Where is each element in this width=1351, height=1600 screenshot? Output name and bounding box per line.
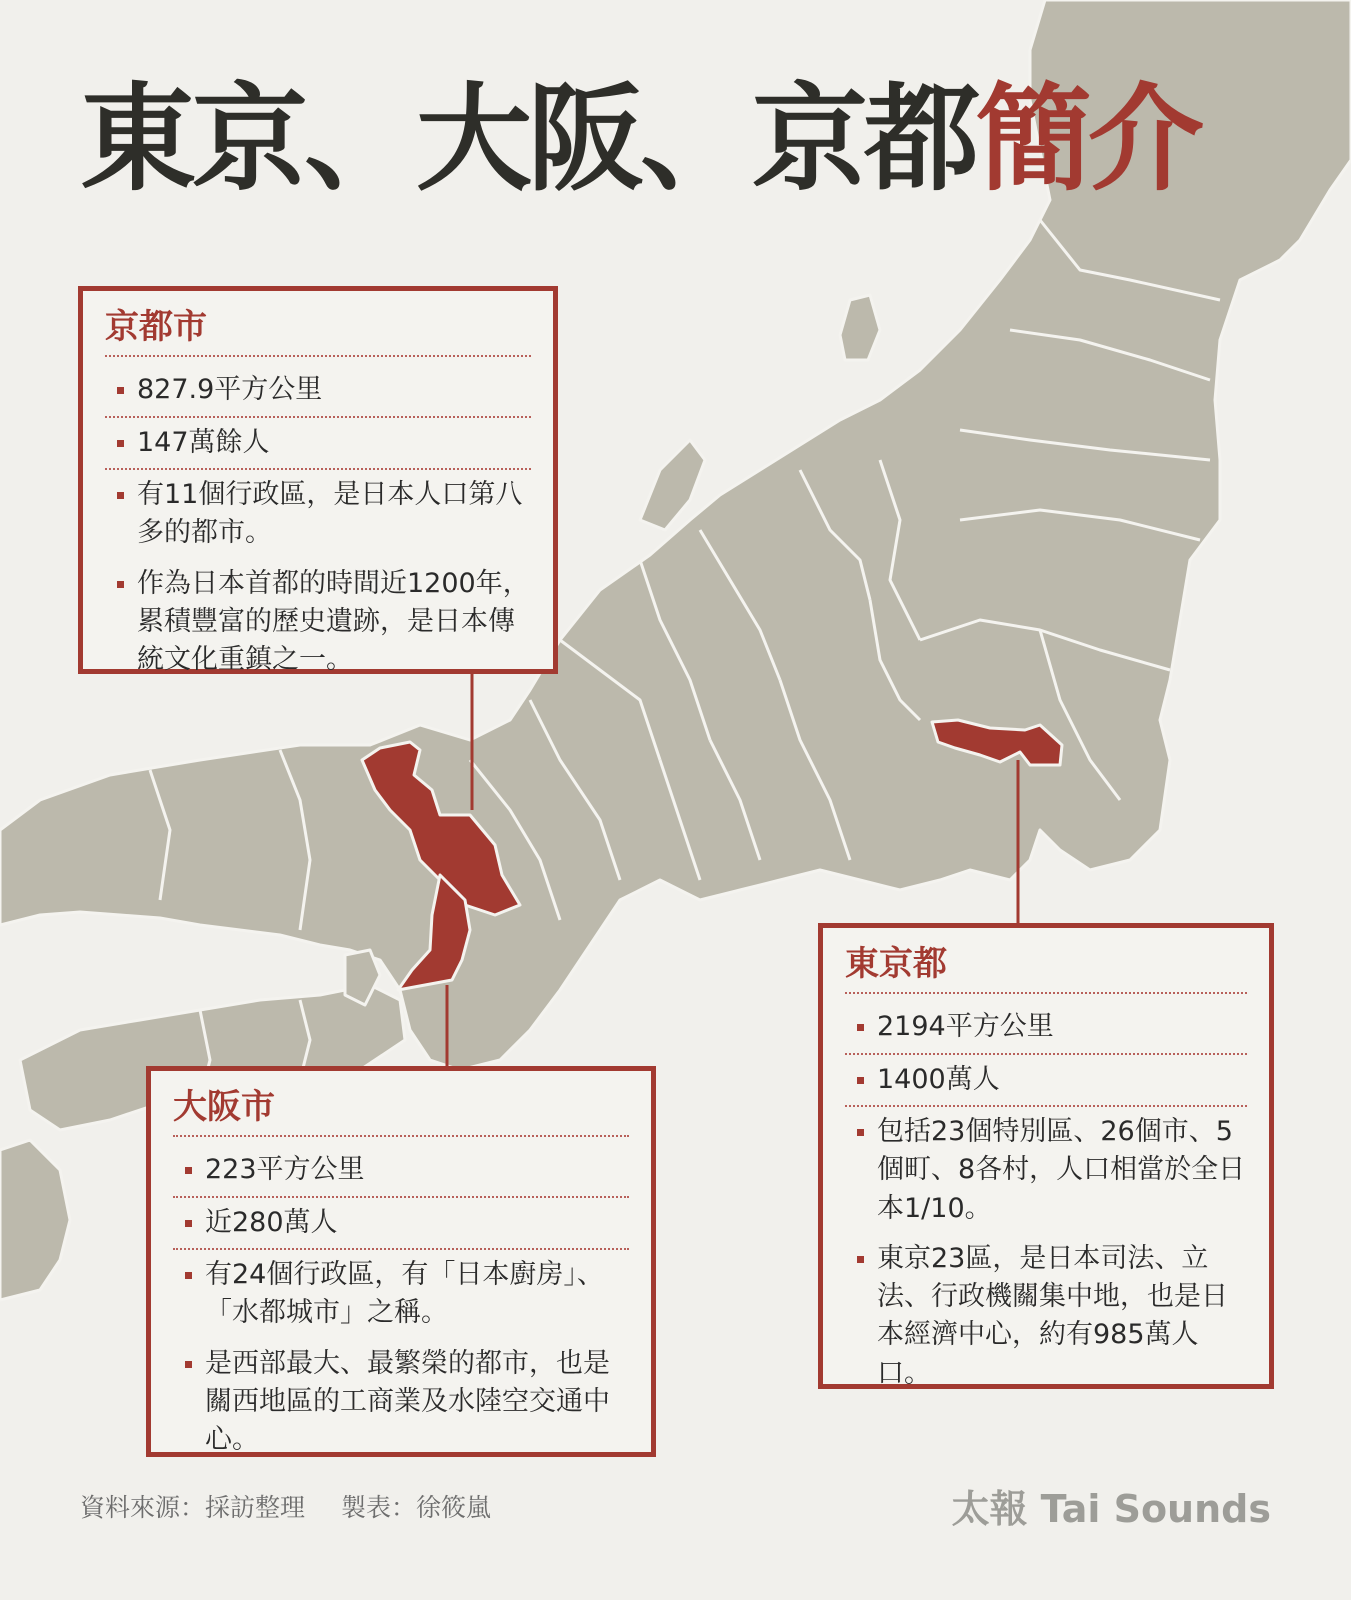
list-item: 作為日本首都的時間近1200年，累積豐富的歷史遺跡，是日本傳統文化重鎮之一。: [105, 559, 531, 686]
list-item: 東京23區，是日本司法、立法、行政機關集中地，也是日本經濟中心，約有985萬人口。: [845, 1234, 1247, 1399]
card-list: [105, 365, 531, 685]
brand-logo-text: 太報 Tai Sounds: [951, 1487, 1271, 1531]
chart-maker: 製表：徐筱嵐: [341, 1493, 492, 1522]
list-item: 包括23個特別區、26個市、5個町、8各村，人口相當於全日本1/10。: [845, 1107, 1247, 1234]
card-title: 東京都: [845, 942, 1247, 994]
card-title: 京都市: [105, 305, 531, 357]
list-item: 223平方公里: [173, 1145, 629, 1197]
list-item: 827.9平方公里: [105, 365, 531, 417]
kyoto-info-card: [78, 286, 558, 674]
title-accent: 簡介: [976, 72, 1200, 207]
page-title: [80, 70, 1200, 209]
data-source: 資料來源：採訪整理: [80, 1493, 306, 1522]
card-list: [845, 1002, 1247, 1399]
card-title: 大阪市: [173, 1085, 629, 1137]
list-item: 2194平方公里: [845, 1002, 1247, 1054]
tokyo-info-card: [818, 923, 1274, 1389]
list-item: 1400萬人: [845, 1055, 1247, 1107]
list-item: 近280萬人: [173, 1198, 629, 1250]
card-list: [173, 1145, 629, 1465]
osaka-info-card: [146, 1066, 656, 1457]
list-item: 有11個行政區，是日本人口第八多的都市。: [105, 470, 531, 559]
list-item: 是西部最大、最繁榮的都市，也是關西地區的工商業及水陸空交通中心。: [173, 1339, 629, 1466]
footer-credits: [80, 1488, 491, 1524]
title-main: 東京、大阪、京都: [80, 72, 976, 207]
list-item: 有24個行政區，有「日本廚房」、「水都城市」之稱。: [173, 1250, 629, 1339]
list-item: 147萬餘人: [105, 418, 531, 470]
